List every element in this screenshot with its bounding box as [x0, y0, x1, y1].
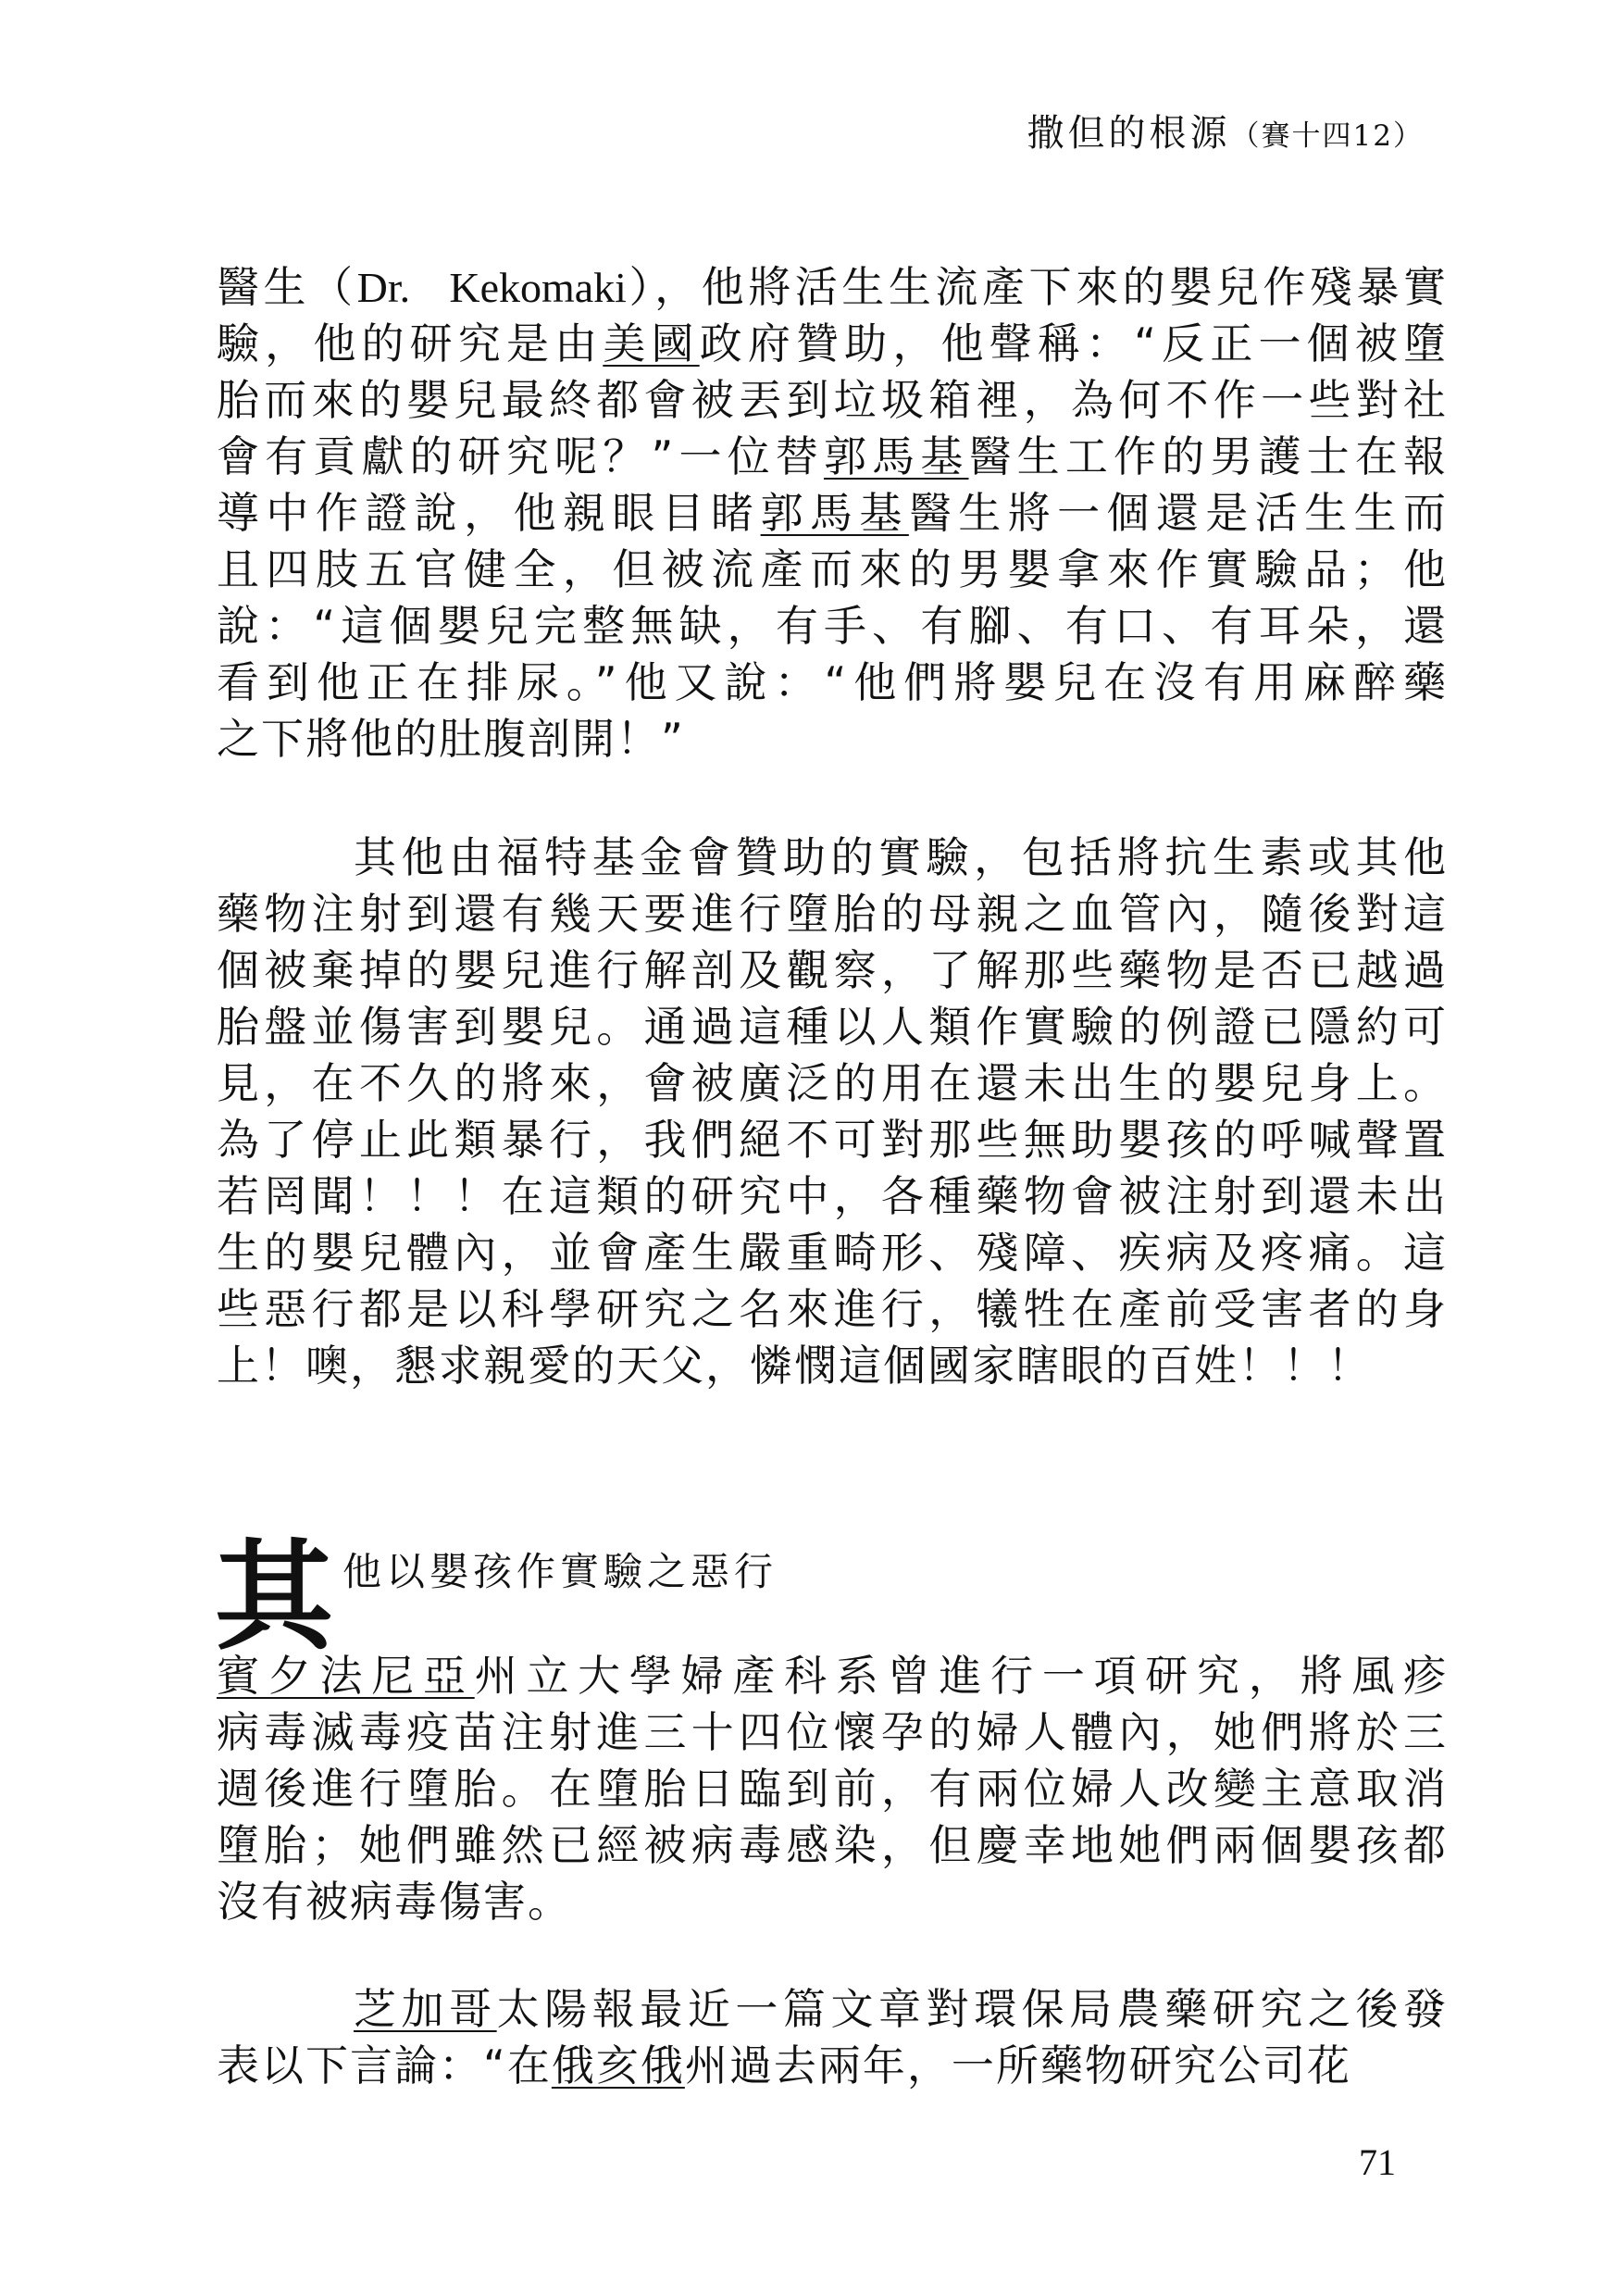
section-heading-text: 他以嬰孩作實驗之惡行 — [342, 1549, 778, 1594]
text-line: 週後進行墮胎。在墮胎日臨到前，有兩位婦人改變主意取消 — [217, 1764, 1448, 1814]
text-line: 說：“這個嬰兒完整無缺，有手、有腳、有口、有耳朵，還 — [217, 601, 1448, 651]
text-line: 賓夕法尼亞州立大學婦產科系曾進行一項研究，將風疹 — [217, 1651, 1449, 1701]
text-line: 見，在不久的將來，會被廣泛的用在還未出生的嬰兒身上。 — [217, 1058, 1448, 1108]
paragraph-chicago — [217, 1981, 1448, 2094]
text-line: 胎而來的嬰兒最終都會被丟到垃圾箱裡，為何不作一些對社 — [217, 375, 1448, 425]
paragraph-ford-foundation — [217, 830, 1448, 1394]
text-line: 其他由福特基金會贊助的實驗，包括將抗生素或其他 — [354, 832, 1448, 882]
underlined-term: 俄亥俄 — [551, 2040, 685, 2090]
text-line: 會有貢獻的研究呢？”一位替郭馬基醫生工作的男護士在報 — [217, 431, 1448, 481]
paragraph-pennsylvania — [217, 1648, 1448, 1930]
underlined-term: 芝加哥 — [354, 1984, 497, 2034]
underlined-term: 郭馬基 — [760, 488, 909, 538]
underlined-term: 美國 — [603, 318, 700, 368]
text-line: 之下將他的肚腹剖開！” — [217, 714, 685, 764]
text-line: 醫生（Dr. Kekomaki），他將活生生流產下來的嬰兒作殘暴實 — [217, 262, 1449, 312]
text-line: 上！噢，懇求親愛的天父，憐憫這個國家瞎眼的百姓！！！ — [217, 1341, 1372, 1391]
text-line: 芝加哥太陽報最近一篇文章對環保局農藥研究之後發 — [354, 1984, 1449, 2034]
text-line: 若罔聞！！！在這類的研究中，各種藥物會被注射到還未出 — [217, 1171, 1448, 1221]
underlined-term: 賓夕法尼亞 — [217, 1651, 475, 1701]
latin-name: Dr. Kekomaki — [356, 264, 627, 311]
underlined-term: 郭馬基 — [824, 431, 969, 481]
text-line: 且四肢五官健全，但被流產而來的男嬰拿來作實驗品；他 — [217, 544, 1448, 594]
text-line: 墮胎；她們雖然已經被病毒感染，但慶幸地她們兩個嬰孩都 — [217, 1820, 1448, 1870]
text-line: 生的嬰兒體內，並會產生嚴重畸形、殘障、疾病及疼痛。這 — [217, 1228, 1448, 1278]
text-line: 看到他正在排尿。”他又說：“他們將嬰兒在沒有用麻醉藥 — [217, 657, 1448, 707]
text-line: 病毒滅毒疫苗注射進三十四位懷孕的婦人體內，她們將於三 — [217, 1707, 1448, 1757]
running-header-title: 撒但的根源 — [1027, 112, 1231, 155]
running-header-subtitle: （賽十四12） — [1230, 119, 1424, 153]
text-line: 些惡行都是以科學研究之名來進行，犧牲在產前受害者的身 — [217, 1284, 1448, 1334]
running-header — [1027, 104, 1424, 156]
page-number: 71 — [1359, 2141, 1396, 2183]
text-line: 導中作證說，他親眼目睹郭馬基醫生將一個還是活生生而 — [217, 488, 1449, 538]
text-line: 為了停止此類暴行，我們絕不可對那些無助嬰孩的呼喊聲置 — [217, 1115, 1448, 1165]
text-line: 胎盤並傷害到嬰兒。通過這種以人類作實驗的例證已隱約可 — [217, 1002, 1448, 1052]
text-line: 沒有被病毒傷害。 — [217, 1877, 572, 1927]
text-line: 藥物注射到還有幾天要進行墮胎的母親之血管內，隨後對這 — [217, 889, 1448, 939]
drop-cap: 其 — [215, 1528, 334, 1666]
text-line: 表以下言論：“在俄亥俄州過去兩年，一所藥物研究公司花 — [217, 2040, 1351, 2090]
text-line: 驗，他的研究是由美國政府贊助，他聲稱：“反正一個被墮 — [217, 318, 1449, 368]
paragraph-continued — [217, 259, 1448, 767]
text-line: 個被棄掉的嬰兒進行解剖及觀察，了解那些藥物是否已越過 — [217, 945, 1448, 995]
